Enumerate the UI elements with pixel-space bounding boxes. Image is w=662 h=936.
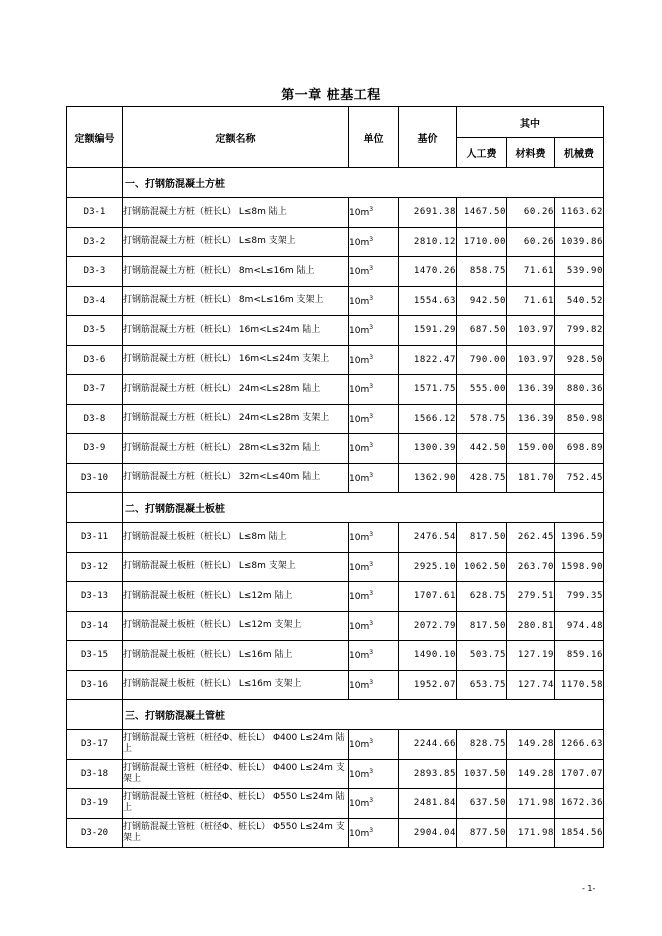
quota-table: [66, 106, 604, 848]
quota-name: 打钢筋混凝土板桩（桩长L） L≤8m 支架上: [123, 552, 349, 582]
machine-cost: 1854.56: [555, 818, 604, 848]
quota-unit: [349, 523, 399, 553]
table-row: [67, 198, 604, 228]
quota-code: D3-9: [67, 434, 123, 464]
unit-text: 10m: [349, 799, 370, 810]
material-cost: 60.26: [507, 227, 555, 257]
quota-name: 打钢筋混凝土方桩（桩长L） 24m<L≤28m 支架上: [123, 404, 349, 434]
table-row: [67, 463, 604, 493]
labor-cost: 817.50: [457, 523, 507, 553]
table-row: [67, 582, 604, 612]
quota-code: D3-15: [67, 641, 123, 671]
quota-code: D3-12: [67, 552, 123, 582]
base-price: 1566.12: [399, 404, 457, 434]
labor-cost: 1467.50: [457, 198, 507, 228]
labor-cost: 503.75: [457, 641, 507, 671]
material-cost: 159.00: [507, 434, 555, 464]
base-price: 2893.85: [399, 759, 457, 789]
unit-text: 10m: [349, 414, 370, 425]
base-price: 2072.79: [399, 611, 457, 641]
quota-unit: [349, 375, 399, 405]
material-cost: 71.61: [507, 286, 555, 316]
table-row: [67, 375, 604, 405]
table-row: [67, 286, 604, 316]
header-of-which: 其中: [457, 107, 604, 138]
quota-code: D3-8: [67, 404, 123, 434]
machine-cost: 540.52: [555, 286, 604, 316]
unit-exponent: 3: [369, 294, 374, 302]
unit-text: 10m: [349, 326, 370, 337]
quota-code: D3-5: [67, 316, 123, 346]
unit-exponent: 3: [369, 767, 374, 775]
quota-unit: [349, 641, 399, 671]
machine-cost: 1707.07: [555, 759, 604, 789]
material-cost: 71.61: [507, 257, 555, 287]
quota-unit: [349, 345, 399, 375]
machine-cost: 1039.86: [555, 227, 604, 257]
quota-name: 打钢筋混凝土管桩（桩径Φ、桩长L） Φ400 L≤24m 陆上: [123, 730, 349, 760]
table-row: [67, 611, 604, 641]
quota-name: 打钢筋混凝土方桩（桩长L） 8m<L≤16m 支架上: [123, 286, 349, 316]
table-row: [67, 227, 604, 257]
unit-exponent: 3: [369, 412, 374, 420]
unit-exponent: 3: [369, 442, 374, 450]
quota-name: 打钢筋混凝土管桩（桩径Φ、桩长L） Φ550 L≤24m 支架上: [123, 818, 349, 848]
machine-cost: 1266.63: [555, 730, 604, 760]
base-price: 2481.84: [399, 789, 457, 819]
labor-cost: 555.00: [457, 375, 507, 405]
quota-code: D3-6: [67, 345, 123, 375]
quota-code: D3-19: [67, 789, 123, 819]
material-cost: 171.98: [507, 818, 555, 848]
quota-unit: [349, 257, 399, 287]
material-cost: 103.97: [507, 316, 555, 346]
table-row: [67, 345, 604, 375]
unit-text: 10m: [349, 592, 370, 603]
quota-name: 打钢筋混凝土方桩（桩长L） 8m<L≤16m 陆上: [123, 257, 349, 287]
machine-cost: 974.48: [555, 611, 604, 641]
machine-cost: 539.90: [555, 257, 604, 287]
table-row: [67, 641, 604, 671]
section-code-cell: [67, 700, 123, 730]
unit-text: 10m: [349, 533, 370, 544]
header-unit: 单位: [349, 107, 399, 168]
material-cost: 181.70: [507, 463, 555, 493]
unit-text: 10m: [349, 444, 370, 455]
material-cost: 149.28: [507, 730, 555, 760]
header-material: 材料费: [507, 138, 555, 168]
header-labor: 人工费: [457, 138, 507, 168]
table-row: [67, 818, 604, 848]
quota-name: 打钢筋混凝土板桩（桩长L） L≤12m 支架上: [123, 611, 349, 641]
labor-cost: 1037.50: [457, 759, 507, 789]
table-row: [67, 434, 604, 464]
base-price: 1470.26: [399, 257, 457, 287]
quota-unit: [349, 582, 399, 612]
material-cost: 279.51: [507, 582, 555, 612]
quota-name: 打钢筋混凝土管桩（桩径Φ、桩长L） Φ400 L≤24m 支架上: [123, 759, 349, 789]
labor-cost: 687.50: [457, 316, 507, 346]
quota-code: D3-10: [67, 463, 123, 493]
labor-cost: 653.75: [457, 670, 507, 700]
quota-unit: [349, 670, 399, 700]
base-price: 2476.54: [399, 523, 457, 553]
quota-name: 打钢筋混凝土方桩（桩长L） 28m<L≤32m 陆上: [123, 434, 349, 464]
unit-exponent: 3: [369, 826, 374, 834]
table-row: [67, 523, 604, 553]
labor-cost: 578.75: [457, 404, 507, 434]
labor-cost: 428.75: [457, 463, 507, 493]
machine-cost: 850.98: [555, 404, 604, 434]
unit-text: 10m: [349, 473, 370, 484]
section-code-cell: [67, 493, 123, 523]
material-cost: 136.39: [507, 375, 555, 405]
machine-cost: 859.16: [555, 641, 604, 671]
material-cost: 127.74: [507, 670, 555, 700]
quota-unit: [349, 730, 399, 760]
base-price: 1571.75: [399, 375, 457, 405]
quota-name: 打钢筋混凝土方桩（桩长L） L≤8m 陆上: [123, 198, 349, 228]
quota-code: D3-11: [67, 523, 123, 553]
base-price: 1554.63: [399, 286, 457, 316]
header-name: 定额名称: [123, 107, 349, 168]
quota-unit: [349, 404, 399, 434]
unit-exponent: 3: [369, 324, 374, 332]
quota-code: D3-4: [67, 286, 123, 316]
base-price: 2810.12: [399, 227, 457, 257]
quota-name: 打钢筋混凝土板桩（桩长L） L≤12m 陆上: [123, 582, 349, 612]
quota-code: D3-7: [67, 375, 123, 405]
unit-text: 10m: [349, 562, 370, 573]
unit-text: 10m: [349, 208, 370, 219]
labor-cost: 442.50: [457, 434, 507, 464]
machine-cost: 880.36: [555, 375, 604, 405]
table-row: [67, 257, 604, 287]
quota-unit: [349, 463, 399, 493]
machine-cost: 799.82: [555, 316, 604, 346]
labor-cost: 942.50: [457, 286, 507, 316]
quota-unit: [349, 286, 399, 316]
quota-name: 打钢筋混凝土方桩（桩长L） 32m<L≤40m 陆上: [123, 463, 349, 493]
unit-exponent: 3: [369, 738, 374, 746]
section-row: [67, 168, 604, 198]
unit-exponent: 3: [369, 353, 374, 361]
table-row: [67, 730, 604, 760]
table-row: [67, 404, 604, 434]
unit-text: 10m: [349, 769, 370, 780]
unit-exponent: 3: [369, 678, 374, 686]
material-cost: 149.28: [507, 759, 555, 789]
quota-code: D3-3: [67, 257, 123, 287]
unit-text: 10m: [349, 267, 370, 278]
quota-unit: [349, 316, 399, 346]
labor-cost: 817.50: [457, 611, 507, 641]
machine-cost: 799.35: [555, 582, 604, 612]
unit-exponent: 3: [369, 590, 374, 598]
unit-exponent: 3: [369, 265, 374, 273]
material-cost: 280.81: [507, 611, 555, 641]
quota-unit: [349, 227, 399, 257]
labor-cost: 858.75: [457, 257, 507, 287]
base-price: 1707.61: [399, 582, 457, 612]
unit-exponent: 3: [369, 531, 374, 539]
base-price: 1300.39: [399, 434, 457, 464]
machine-cost: 752.45: [555, 463, 604, 493]
unit-text: 10m: [349, 828, 370, 839]
unit-text: 10m: [349, 385, 370, 396]
quota-code: D3-18: [67, 759, 123, 789]
header-code: 定额编号: [67, 107, 123, 168]
section-code-cell: [67, 168, 123, 198]
quota-name: 打钢筋混凝土板桩（桩长L） L≤16m 支架上: [123, 670, 349, 700]
quota-name: 打钢筋混凝土板桩（桩长L） L≤16m 陆上: [123, 641, 349, 671]
labor-cost: 877.50: [457, 818, 507, 848]
base-price: 2925.10: [399, 552, 457, 582]
table-row: [67, 759, 604, 789]
machine-cost: 1396.59: [555, 523, 604, 553]
quota-code: D3-13: [67, 582, 123, 612]
base-price: 1490.10: [399, 641, 457, 671]
labor-cost: 790.00: [457, 345, 507, 375]
material-cost: 103.97: [507, 345, 555, 375]
quota-unit: [349, 818, 399, 848]
labor-cost: 828.75: [457, 730, 507, 760]
base-price: 1362.90: [399, 463, 457, 493]
unit-text: 10m: [349, 740, 370, 751]
machine-cost: 698.89: [555, 434, 604, 464]
unit-text: 10m: [349, 296, 370, 307]
base-price: 2244.66: [399, 730, 457, 760]
unit-text: 10m: [349, 621, 370, 632]
unit-exponent: 3: [369, 797, 374, 805]
material-cost: 262.45: [507, 523, 555, 553]
quota-unit: [349, 552, 399, 582]
material-cost: 171.98: [507, 789, 555, 819]
unit-exponent: 3: [369, 619, 374, 627]
quota-name: 打钢筋混凝土方桩（桩长L） 24m<L≤28m 陆上: [123, 375, 349, 405]
quota-name: 打钢筋混凝土方桩（桩长L） L≤8m 支架上: [123, 227, 349, 257]
section-row: [67, 700, 604, 730]
quota-code: D3-20: [67, 818, 123, 848]
section-title: 一、打钢筋混凝土方桩: [123, 168, 604, 198]
table-row: [67, 670, 604, 700]
material-cost: 136.39: [507, 404, 555, 434]
machine-cost: 1170.58: [555, 670, 604, 700]
table-row: [67, 552, 604, 582]
machine-cost: 1672.36: [555, 789, 604, 819]
quota-name: 打钢筋混凝土方桩（桩长L） 16m<L≤24m 支架上: [123, 345, 349, 375]
base-price: 1822.47: [399, 345, 457, 375]
quota-code: D3-14: [67, 611, 123, 641]
machine-cost: 1163.62: [555, 198, 604, 228]
labor-cost: 637.50: [457, 789, 507, 819]
quota-unit: [349, 611, 399, 641]
quota-code: D3-2: [67, 227, 123, 257]
page-title: 第一章 桩基工程: [281, 88, 381, 103]
unit-exponent: 3: [369, 206, 374, 214]
unit-exponent: 3: [369, 560, 374, 568]
labor-cost: 1062.50: [457, 552, 507, 582]
table-row: [67, 789, 604, 819]
section-row: [67, 493, 604, 523]
unit-exponent: 3: [369, 383, 374, 391]
quota-code: D3-1: [67, 198, 123, 228]
header-row: [67, 107, 604, 138]
quota-unit: [349, 789, 399, 819]
table-row: [67, 316, 604, 346]
unit-exponent: 3: [369, 235, 374, 243]
header-base-price: 基价: [399, 107, 457, 168]
table-body: [67, 168, 604, 848]
base-price: 2904.04: [399, 818, 457, 848]
quota-unit: [349, 759, 399, 789]
base-price: 1591.29: [399, 316, 457, 346]
quota-name: 打钢筋混凝土管桩（桩径Φ、桩长L） Φ550 L≤24m 陆上: [123, 789, 349, 819]
unit-exponent: 3: [369, 471, 374, 479]
quota-name: 打钢筋混凝土方桩（桩长L） 16m<L≤24m 陆上: [123, 316, 349, 346]
material-cost: 127.19: [507, 641, 555, 671]
unit-text: 10m: [349, 355, 370, 366]
labor-cost: 628.75: [457, 582, 507, 612]
quota-name: 打钢筋混凝土板桩（桩长L） L≤8m 陆上: [123, 523, 349, 553]
page-number: - 1-: [582, 884, 596, 893]
quota-code: D3-17: [67, 730, 123, 760]
quota-code: D3-16: [67, 670, 123, 700]
unit-exponent: 3: [369, 649, 374, 657]
quota-unit: [349, 198, 399, 228]
base-price: 1952.07: [399, 670, 457, 700]
unit-text: 10m: [349, 651, 370, 662]
section-title: 二、打钢筋混凝土板桩: [123, 493, 604, 523]
base-price: 2691.38: [399, 198, 457, 228]
header-machine: 机械费: [555, 138, 604, 168]
material-cost: 60.26: [507, 198, 555, 228]
unit-text: 10m: [349, 237, 370, 248]
material-cost: 263.70: [507, 552, 555, 582]
machine-cost: 1598.90: [555, 552, 604, 582]
section-title: 三、打钢筋混凝土管桩: [123, 700, 604, 730]
quota-unit: [349, 434, 399, 464]
labor-cost: 1710.00: [457, 227, 507, 257]
unit-text: 10m: [349, 680, 370, 691]
machine-cost: 928.50: [555, 345, 604, 375]
